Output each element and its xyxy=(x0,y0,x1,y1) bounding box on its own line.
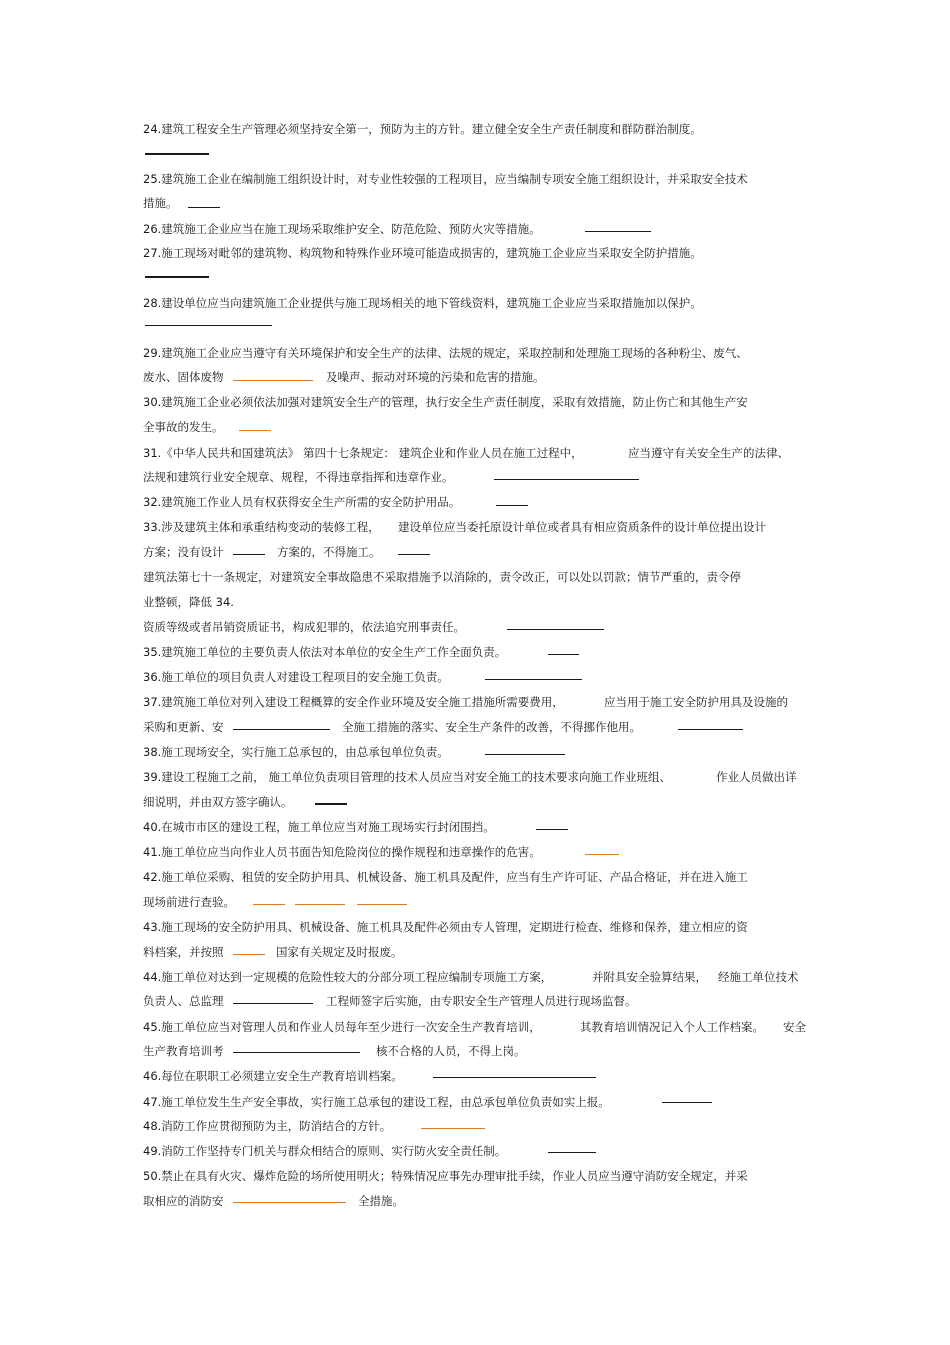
answer-blank-39 xyxy=(315,803,347,805)
answer-blank-50 xyxy=(233,1202,346,1203)
question-45-line-2a: 生产教育培训考 xyxy=(143,1044,224,1058)
question-45-line-1c: 安全 xyxy=(783,1020,806,1034)
answer-blank-37b xyxy=(678,729,743,730)
question-44-line-1c: 经施工单位技术 xyxy=(718,970,799,984)
question-33-line-1a: 33.涉及建筑主体和承重结构变动的装修工程， xyxy=(143,520,380,534)
answer-blank-34 xyxy=(507,629,604,630)
answer-blank-41 xyxy=(585,854,619,855)
question-34-line-2: 业整顿，降低 34. xyxy=(143,595,234,609)
question-34-line-1: 建筑法第七十一条规定，对建筑安全事故隐患不采取措施予以消除的，责令改正，可以处以罚款；情节严重的，责令停 xyxy=(143,570,741,584)
answer-blank-32 xyxy=(496,505,528,506)
answer-blank-40 xyxy=(536,829,568,830)
question-45-line-1a: 45.施工单位应当对管理人员和作业人员每年至少进行一次安全生产教育培训， xyxy=(143,1020,541,1034)
question-37-line-1b: 应当用于施工安全防护用具及设施的 xyxy=(604,695,788,709)
answer-blank-42b xyxy=(295,904,345,905)
question-25-line-1: 25.建筑施工企业在编制施工组织设计时，对专业性较强的工程项目，应当编制专项安全施工组织设计，并采取安全技术 xyxy=(143,172,748,186)
question-39-line-2: 细说明，并由双方签字确认。 xyxy=(143,795,293,809)
question-27: 27.施工现场对毗邻的建筑物、构筑物和特殊作业环境可能造成损害的，建筑施工企业应当采取安全防护措施。 xyxy=(143,246,702,260)
question-44-line-1a: 44.施工单位对达到一定规模的危险性较大的分部分项工程应编制专项施工方案， xyxy=(143,970,553,984)
question-42-line-2: 现场前进行查验。 xyxy=(143,895,235,909)
question-30-line-1: 30.建筑施工企业必须依法加强对建筑安全生产的管理，执行安全生产责任制度，采取有效措施，防止伤亡和其他生产安 xyxy=(143,395,748,409)
answer-blank-46 xyxy=(433,1077,596,1078)
question-40: 40.在城市市区的建设工程，施工单位应当对施工现场实行封闭围挡。 xyxy=(143,820,495,834)
question-26: 26.建筑施工企业应当在施工现场采取维护安全、防范危险、预防火灾等措施。 xyxy=(143,222,541,236)
answer-blank-26 xyxy=(585,231,651,232)
question-35: 35.建筑施工单位的主要负责人依法对本单位的安全生产工作全面负责。 xyxy=(143,645,507,659)
question-37-line-2b: 全施工措施的落实、安全生产条件的改善，不得挪作他用。 xyxy=(342,720,641,734)
question-34-line-3: 资质等级或者吊销资质证书，构成犯罪的，依法追究刑事责任。 xyxy=(143,620,465,634)
question-31-line-1a: 31.《中华人民共和国建筑法》 第四十七条规定： 建筑企业和作业人员在施工过程中， xyxy=(143,446,583,460)
answer-blank-44 xyxy=(233,1003,313,1004)
answer-blank-35 xyxy=(548,654,579,655)
question-24: 24.建筑工程安全生产管理必须坚持安全第一，预防为主的方针。建立健全安全生产责任制度和群防群治制度。 xyxy=(143,122,702,136)
question-41: 41.施工单位应当向作业人员书面告知危险岗位的操作规程和违章操作的危害。 xyxy=(143,845,541,859)
answer-blank-33a xyxy=(233,554,265,555)
question-38: 38.施工现场安全，实行施工总承包的，由总承包单位负责。 xyxy=(143,745,449,759)
question-36: 36.施工单位的项目负责人对建设工程项目的安全施工负责。 xyxy=(143,670,449,684)
answer-blank-25 xyxy=(188,207,220,208)
question-39-line-1a: 39.建设工程施工之前， 施工单位负责项目管理的技术人员应当对安全施工的技术要求向施工作业班组、 xyxy=(143,770,671,784)
question-50-line-1: 50.禁止在具有火灾、爆炸危险的场所使用明火；特殊情况应事先办理审批手续，作业人员应当遵守消防安全规定，并采 xyxy=(143,1169,748,1183)
question-29-line-2a: 废水、固体废物 xyxy=(143,370,224,384)
question-49: 49.消防工作坚持专门机关与群众相结合的原则、实行防火安全责任制。 xyxy=(143,1144,507,1158)
answer-blank-36 xyxy=(485,679,582,680)
question-33-line-2b: 方案的，不得施工。 xyxy=(277,545,381,559)
question-28: 28.建设单位应当向建筑施工企业提供与施工现场相关的地下管线资料，建筑施工企业应当采取措施加以保护。 xyxy=(143,296,702,310)
question-43-line-2a: 料档案，并按照 xyxy=(143,945,224,959)
question-31-line-1b: 应当遵守有关安全生产的法律、 xyxy=(628,446,789,460)
question-37-line-2a: 采购和更新、安 xyxy=(143,720,224,734)
answer-blank-47 xyxy=(662,1102,712,1103)
answer-blank-33b xyxy=(398,554,430,555)
answer-blank-42a xyxy=(253,904,285,905)
answer-blank-42c xyxy=(357,904,407,905)
answer-blank-24 xyxy=(145,153,209,155)
question-39-line-1b: 作业人员做出详 xyxy=(716,770,797,784)
question-30-line-2: 全事故的发生。 xyxy=(143,420,224,434)
question-43-line-1: 43.施工现场的安全防护用具、机械设备、施工机具及配件必须由专人管理，定期进行检查、维修和保养，建立相应的资 xyxy=(143,920,748,934)
answer-blank-27 xyxy=(145,276,209,278)
question-48: 48.消防工作应贯彻预防为主，防消结合的方针。 xyxy=(143,1119,392,1133)
question-29-line-1: 29.建筑施工企业应当遵守有关环境保护和安全生产的法律、法规的规定，采取控制和处理施工现场的各种粉尘、废气、 xyxy=(143,346,748,360)
question-44-line-1b: 并附具安全验算结果， xyxy=(592,970,707,984)
answer-blank-29 xyxy=(233,380,313,381)
question-46: 46.每位在职职工必须建立安全生产教育培训档案。 xyxy=(143,1069,403,1083)
answer-blank-38 xyxy=(485,754,565,755)
question-44-line-2b: 工程师签字后实施，由专职安全生产管理人员进行现场监督。 xyxy=(326,994,637,1008)
question-33-line-2a: 方案；没有设计 xyxy=(143,545,224,559)
question-32: 32.建筑施工作业人员有权获得安全生产所需的安全防护用品。 xyxy=(143,495,461,509)
answer-blank-45 xyxy=(233,1052,360,1053)
question-33-line-1b: 建设单位应当委托原设计单位或者具有相应资质条件的设计单位提出设计 xyxy=(398,520,766,534)
question-31-line-2: 法规和建筑行业安全规章、规程，不得违章指挥和违章作业。 xyxy=(143,470,454,484)
answer-blank-48 xyxy=(421,1128,485,1129)
question-37-line-1a: 37.建筑施工单位对列入建设工程概算的安全作业环境及安全施工措施所需要费用， xyxy=(143,695,564,709)
question-50-line-2b: 全措施。 xyxy=(358,1194,404,1208)
question-44-line-2a: 负责人、总监理 xyxy=(143,994,224,1008)
answer-blank-28 xyxy=(145,325,272,326)
answer-blank-30 xyxy=(239,430,271,431)
question-42-line-1: 42.施工单位采购、租赁的安全防护用具、机械设备、施工机具及配件，应当有生产许可证、产品合格证，并在进入施工 xyxy=(143,870,748,884)
answer-blank-49 xyxy=(548,1152,596,1153)
question-50-line-2a: 取相应的消防安 xyxy=(143,1194,224,1208)
question-45-line-2b: 核不合格的人员，不得上岗。 xyxy=(376,1044,526,1058)
question-43-line-2b: 国家有关规定及时报废。 xyxy=(276,945,403,959)
answer-blank-37a xyxy=(233,729,330,730)
question-47: 47.施工单位发生生产安全事故，实行施工总承包的建设工程，由总承包单位负责如实上报。 xyxy=(143,1095,610,1109)
answer-blank-43 xyxy=(233,954,265,955)
question-29-line-2b: 及噪声、振动对环境的污染和危害的措施。 xyxy=(326,370,545,384)
question-25-line-2: 措施。 xyxy=(143,196,178,210)
answer-blank-31 xyxy=(494,479,639,480)
question-45-line-1b: 其教育培训情况记入个人工作档案。 xyxy=(580,1020,764,1034)
